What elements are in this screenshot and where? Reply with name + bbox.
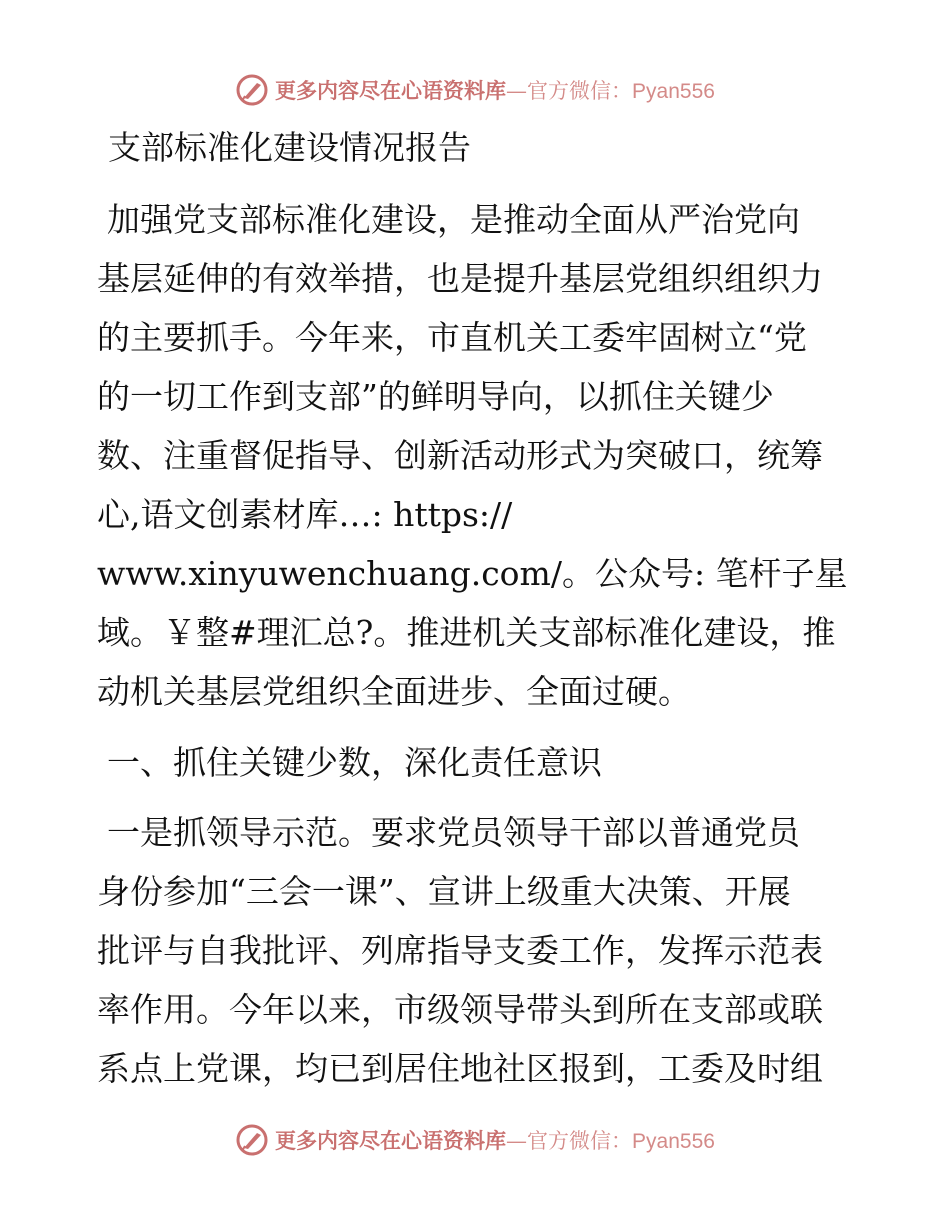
header-watermark — [0, 70, 950, 110]
heading-text: 一、抓住关键少数，深化责任意识 — [107, 743, 602, 782]
paragraph-intro — [97, 190, 849, 721]
watermark-text — [275, 75, 715, 105]
text-line: 域。￥整#理汇总?。推进机关支部标准化建设，推 — [97, 613, 836, 652]
watermark-main: 更多内容尽在心语资料库 — [275, 1128, 507, 1153]
paragraph-leadership — [97, 803, 849, 1098]
section-heading — [97, 733, 849, 792]
footer-watermark — [0, 1120, 950, 1160]
text-line: 系点上党课，均已到居住地社区报到，工委及时组 — [97, 1049, 823, 1088]
watermark-wechat-id: Pyan556 — [632, 1130, 715, 1153]
text-line: www.xinyuwenchuang.com/。公众号: 笔杆子星 — [97, 554, 848, 593]
watermark-separator: —官方微信： — [506, 1129, 633, 1153]
text-line: 批评与自我批评、列席指导支委工作，发挥示范表 — [97, 931, 823, 970]
quill-logo-icon — [235, 73, 269, 107]
watermark-text — [275, 1125, 715, 1155]
watermark-separator: —官方微信： — [506, 79, 633, 103]
document-title: 支部标准化建设情况报告 — [108, 128, 471, 167]
text-line: 身份参加“三会一课”、宣讲上级重大决策、开展 — [97, 872, 791, 911]
quill-logo-icon — [235, 1123, 269, 1157]
text-line: 率作用。今年以来，市级领导带头到所在支部或联 — [97, 990, 823, 1029]
watermark-main: 更多内容尽在心语资料库 — [275, 78, 507, 103]
text-line: 的一切工作到支部”的鲜明导向，以抓住关键少 — [97, 377, 774, 416]
text-line: 基层延伸的有效举措，也是提升基层党组织组织力 — [97, 259, 823, 298]
text-line: 数、注重督促指导、创新活动形式为突破口，统筹 — [97, 436, 823, 475]
watermark-wechat-id: Pyan556 — [632, 80, 715, 103]
text-line: 的主要抓手。今年来，市直机关工委牢固树立“党 — [97, 318, 807, 357]
text-line: 心,语文创素材库…: https:// — [97, 495, 513, 534]
text-line: 一是抓领导示范。要求党员领导干部以普通党员 — [107, 813, 800, 852]
text-line: 动机关基层党组织全面进步、全面过硬。 — [97, 672, 691, 711]
text-line: 加强党支部标准化建设，是推动全面从严治党向 — [107, 200, 800, 239]
